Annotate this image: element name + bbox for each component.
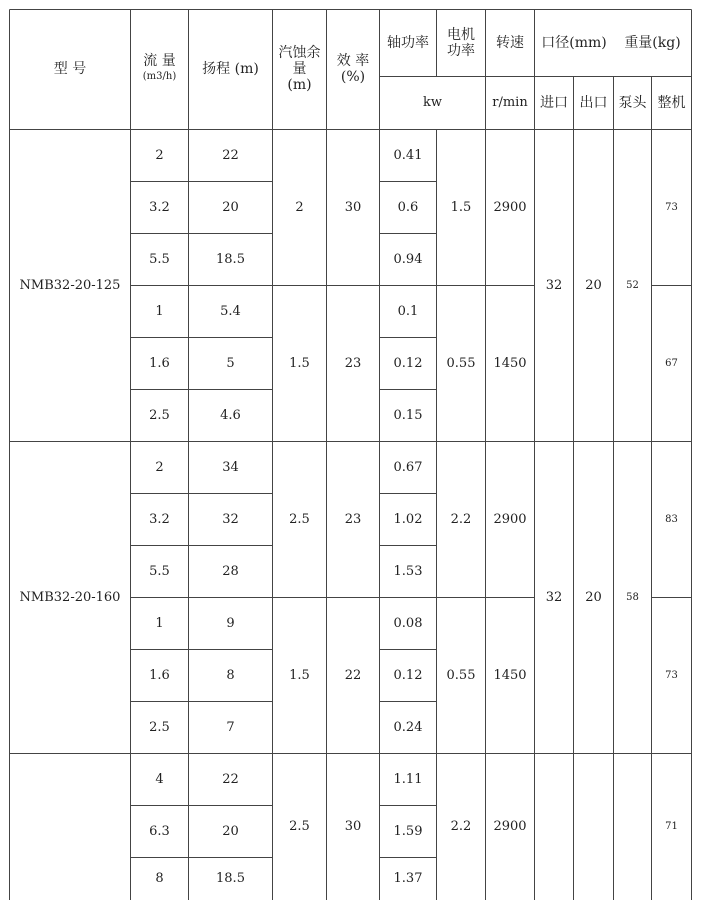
header-shaft-power: 轴功率 xyxy=(387,35,429,51)
model-cell xyxy=(10,754,130,900)
npsh-cell: 1.5 xyxy=(289,356,310,371)
shaft-power-cell: 0.24 xyxy=(393,720,423,735)
header-head: 扬程 (m) xyxy=(202,61,259,77)
outlet-cell xyxy=(574,754,613,900)
flow-cell: 2.5 xyxy=(149,720,170,735)
shaft-power-cell: 1.59 xyxy=(393,824,423,839)
flow-cell: 6.3 xyxy=(149,824,170,839)
header-motor-line1: 电机 xyxy=(447,27,475,43)
head-cell: 32 xyxy=(222,512,239,527)
pump-weight-cell xyxy=(614,754,651,900)
flow-cell: 8 xyxy=(155,871,164,887)
head-cell: 7 xyxy=(226,720,235,735)
head-cell: 20 xyxy=(222,200,239,215)
shaft-power-cell: 0.08 xyxy=(393,616,423,631)
unit-weight-cell: 71 xyxy=(665,821,678,833)
flow-cell: 2 xyxy=(155,148,164,163)
head-cell: 28 xyxy=(222,564,239,579)
npsh-cell: 2 xyxy=(295,200,304,215)
head-cell: 8 xyxy=(226,668,235,683)
inlet-cell xyxy=(535,754,573,900)
header-npsh-line1: 汽蚀余 xyxy=(278,45,321,61)
header-eff-label: 效 率 xyxy=(336,53,370,69)
inlet-cell: 32 xyxy=(545,278,563,293)
motor-power-cell: 2.2 xyxy=(450,512,472,527)
flow-cell: 1.6 xyxy=(149,668,170,683)
head-cell: 9 xyxy=(226,616,235,631)
head-cell: 34 xyxy=(222,460,239,475)
header-efficiency xyxy=(327,10,379,128)
shaft-power-cell: 0.12 xyxy=(393,356,423,371)
speed-cell: 2900 xyxy=(493,512,527,527)
head-cell: 18.5 xyxy=(216,252,245,267)
pump-weight-cell: 58 xyxy=(626,592,639,603)
speed-cell: 2900 xyxy=(493,200,527,215)
head-cell: 5 xyxy=(226,356,235,371)
shaft-power-cell: 0.1 xyxy=(397,304,419,319)
head-cell: 4.6 xyxy=(220,408,241,423)
unit-weight-cell: 83 xyxy=(665,514,678,525)
head-cell: 5.4 xyxy=(220,304,241,319)
header-outlet: 出口 xyxy=(579,94,608,111)
inlet-cell: 32 xyxy=(545,590,563,605)
shaft-power-cell: 0.67 xyxy=(393,460,423,475)
motor-power-cell: 0.55 xyxy=(446,668,476,683)
shaft-power-cell: 0.41 xyxy=(393,148,423,163)
shaft-power-cell: 1.53 xyxy=(393,564,423,579)
efficiency-cell: 30 xyxy=(344,819,362,835)
flow-cell: 3.2 xyxy=(149,200,170,215)
flow-cell: 4 xyxy=(155,772,164,787)
speed-cell: 1450 xyxy=(493,668,527,683)
head-cell: 18.5 xyxy=(216,871,245,887)
flow-cell: 1.6 xyxy=(149,356,170,371)
shaft-power-cell: 1.11 xyxy=(393,772,423,787)
unit-weight-cell: 73 xyxy=(665,670,678,681)
pump-weight-cell: 52 xyxy=(626,280,639,291)
header-motor-power xyxy=(437,10,485,76)
shaft-power-cell: 1.37 xyxy=(393,871,423,887)
speed-cell: 1450 xyxy=(493,356,527,371)
model-cell: NMB32-20-160 xyxy=(19,590,121,605)
head-cell: 20 xyxy=(222,824,239,839)
motor-power-cell: 2.2 xyxy=(450,819,472,835)
unit-weight-cell: 67 xyxy=(665,358,678,369)
efficiency-cell: 23 xyxy=(344,356,362,371)
header-inlet: 进口 xyxy=(540,94,568,111)
shaft-power-cell: 0.12 xyxy=(393,668,423,683)
header-npsh-line2: 量 xyxy=(292,61,307,77)
speed-cell: 2900 xyxy=(493,819,527,835)
flow-cell: 5.5 xyxy=(149,252,170,267)
model-cell: NMB32-20-125 xyxy=(19,278,121,293)
efficiency-cell: 23 xyxy=(344,512,362,527)
shaft-power-cell: 0.6 xyxy=(397,200,419,215)
flow-cell: 1 xyxy=(155,616,164,631)
header-motor-line2: 功率 xyxy=(447,43,475,59)
header-flow xyxy=(131,10,188,128)
header-npsh-unit: (m) xyxy=(287,77,312,93)
header-caliber: 口径(mm) xyxy=(541,35,607,51)
header-eff-unit: (%) xyxy=(340,69,366,85)
header-weight: 重量(kg) xyxy=(624,35,681,51)
header-flow-label: 流 量 xyxy=(143,53,176,69)
npsh-cell: 1.5 xyxy=(289,668,310,683)
flow-cell: 5.5 xyxy=(149,564,170,579)
motor-power-cell: 0.55 xyxy=(446,356,476,371)
header-power-unit: kw xyxy=(422,95,442,110)
flow-cell: 2.5 xyxy=(149,408,170,423)
shaft-power-cell: 0.94 xyxy=(393,252,423,267)
efficiency-cell: 22 xyxy=(344,668,362,683)
efficiency-cell: 30 xyxy=(344,200,362,215)
header-flow-unit: (m3/h) xyxy=(142,71,177,82)
shaft-power-cell: 0.15 xyxy=(393,408,423,423)
npsh-cell: 2.5 xyxy=(289,512,310,527)
header-pump-head: 泵头 xyxy=(618,94,647,111)
flow-cell: 3.2 xyxy=(149,512,170,527)
flow-cell: 2 xyxy=(155,460,164,475)
unit-weight-cell: 73 xyxy=(665,202,678,213)
shaft-power-cell: 1.02 xyxy=(393,512,423,527)
motor-power-cell: 1.5 xyxy=(450,200,472,215)
header-model: 型 号 xyxy=(53,61,87,77)
header-speed: 转速 xyxy=(496,35,524,51)
header-speed-unit: r/min xyxy=(492,95,528,110)
outlet-cell: 20 xyxy=(585,278,602,293)
head-cell: 22 xyxy=(222,148,239,163)
head-cell: 22 xyxy=(222,772,239,787)
header-npsh xyxy=(273,10,326,128)
header-whole-unit: 整机 xyxy=(657,94,686,111)
flow-cell: 1 xyxy=(155,304,164,319)
outlet-cell: 20 xyxy=(585,590,602,605)
npsh-cell: 2.5 xyxy=(289,819,310,835)
